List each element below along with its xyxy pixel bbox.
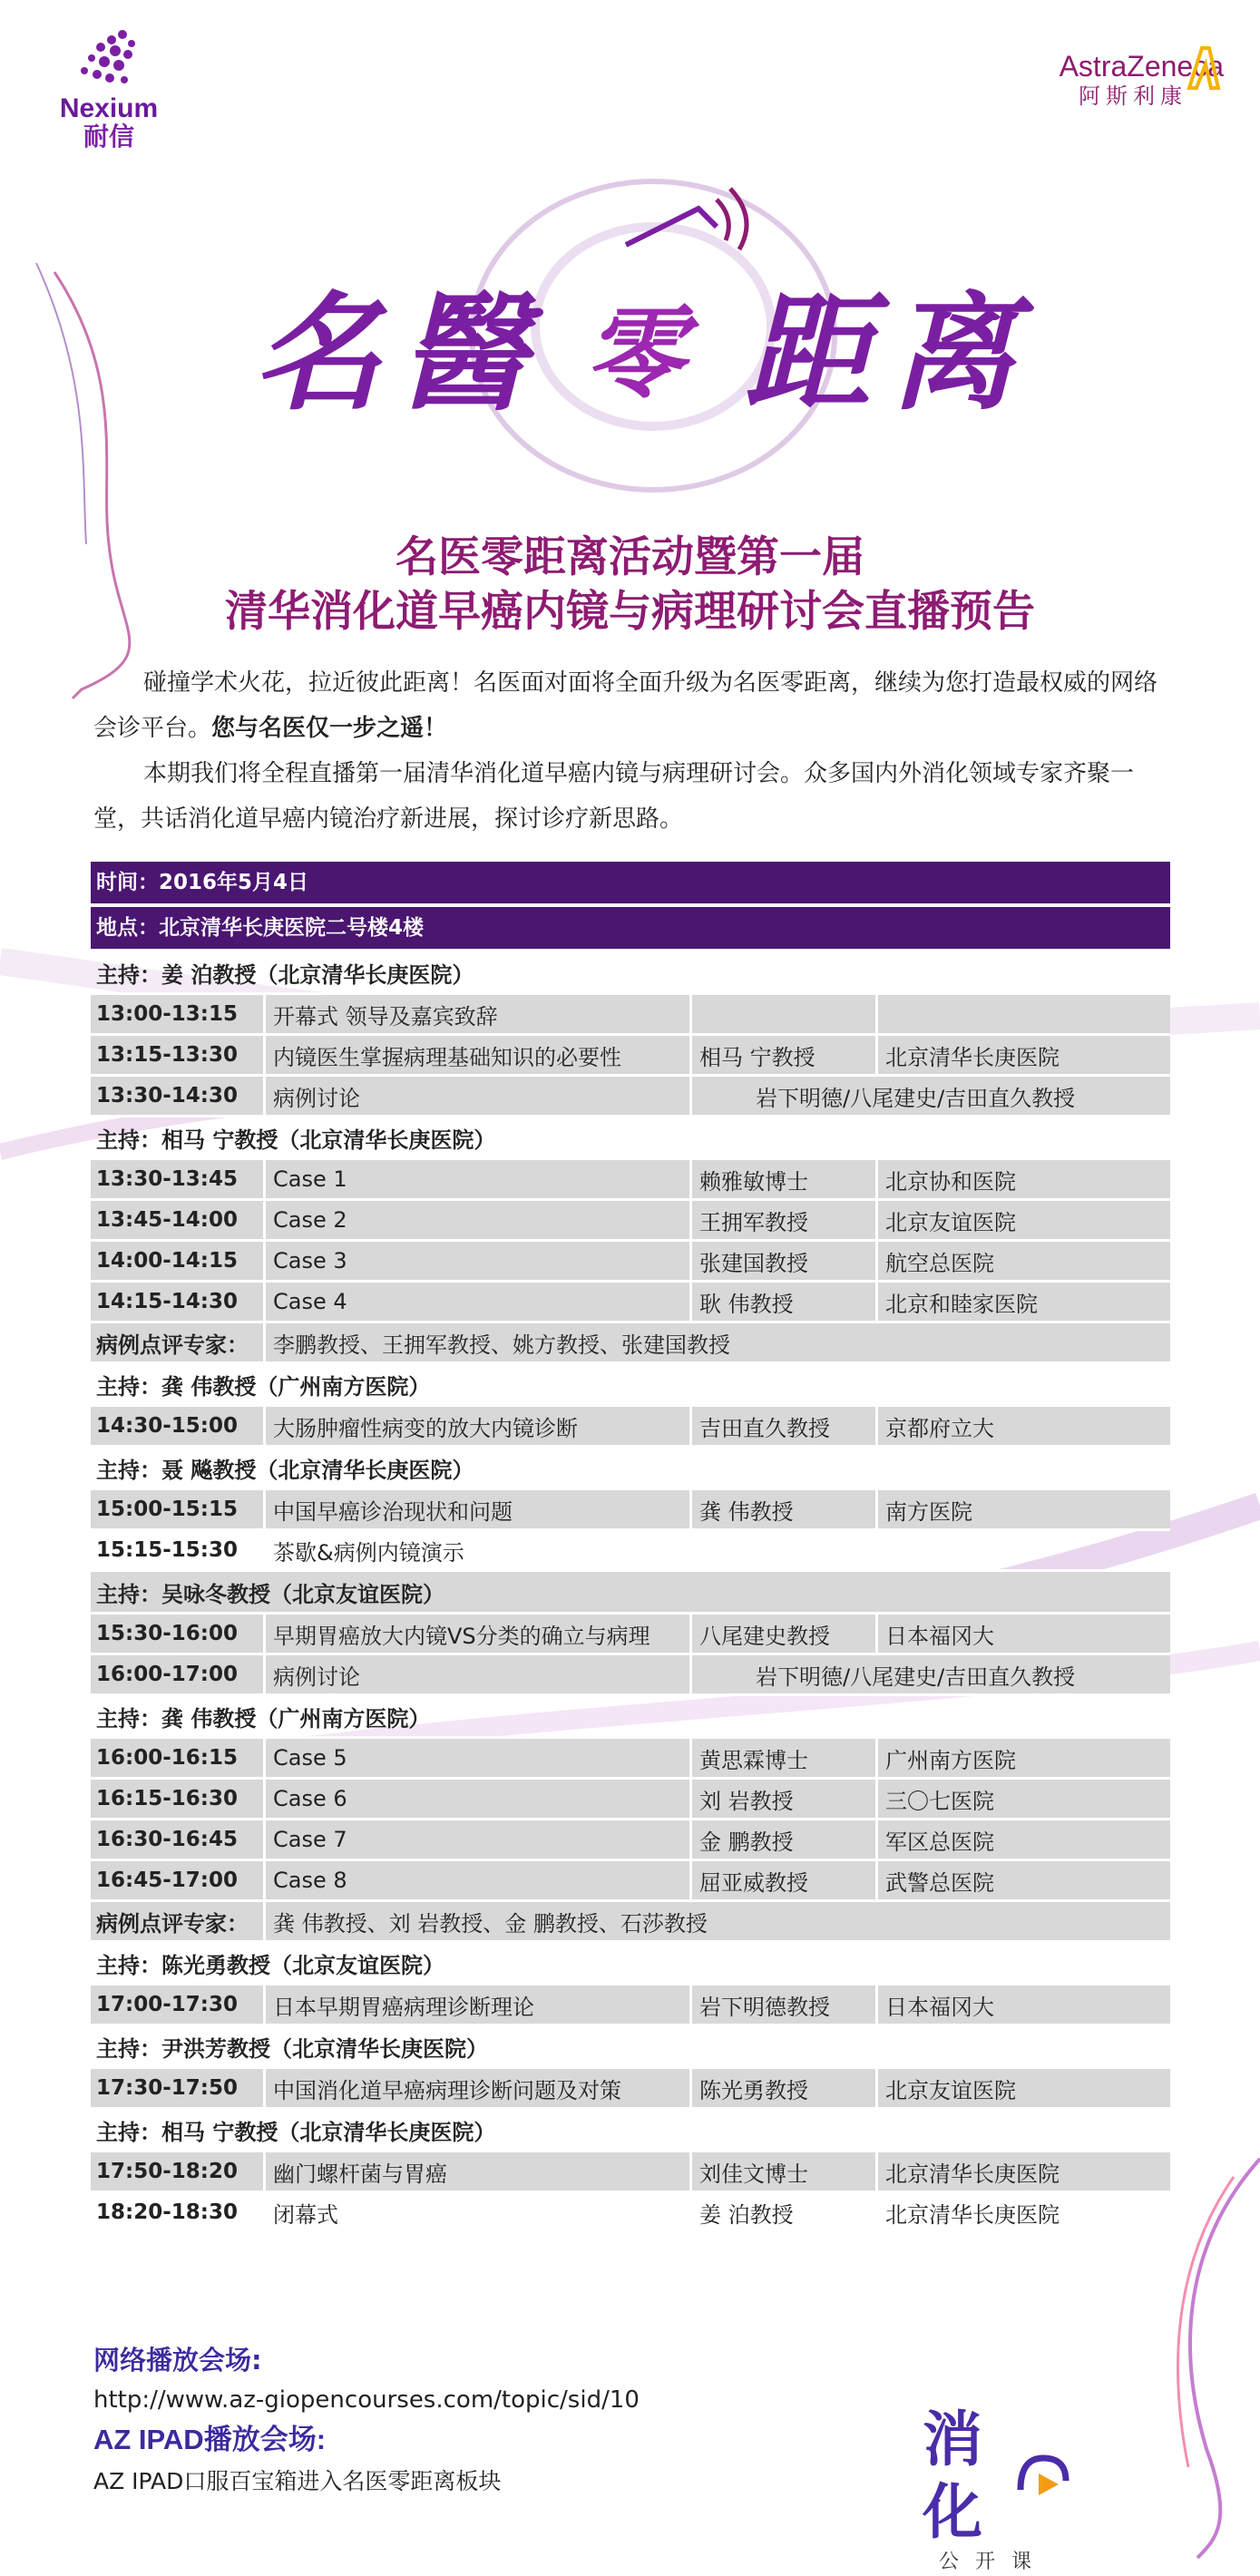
schedule-row [91, 1655, 1170, 1696]
schedule-row [91, 1283, 1170, 1323]
web-venue-link[interactable]: http://www.az-giopencourses.com/topic/sid/10 [93, 2386, 640, 2414]
row-time: 13:00-13:15 [96, 1002, 238, 1026]
intro-p1-text: 碰撞学术火花，拉近彼此距离！名医面对面将全面升级为名医零距离，继续为您打造最权威的网络会诊平台。 [93, 669, 1158, 742]
row-speaker: 王拥军教授 [689, 1201, 875, 1239]
schedule-row [91, 2193, 1170, 2234]
panel-experts: 龚 伟教授、刘 岩教授、金 鹏教授、石莎教授 [263, 1902, 1170, 1940]
row-topic: Case 5 [263, 1739, 689, 1777]
intro-text [93, 660, 1168, 842]
row-speaker: 屈亚威教授 [689, 1861, 875, 1899]
row-time: 17:00-17:30 [96, 1993, 238, 2016]
schedule-row [91, 1160, 1170, 1201]
row-speaker: 相马 宁教授 [689, 1036, 875, 1074]
row-time: 16:00-16:15 [96, 1746, 238, 1770]
row-speaker: 龚 伟教授 [689, 1490, 875, 1528]
headline-line-1: 名医零距离活动暨第一届 [396, 532, 864, 582]
row-speakers: 岩下明德/八尾建史/吉田直久教授 [689, 1655, 1170, 1693]
hero-banner [227, 136, 1043, 499]
row-time: 15:15-15:30 [96, 1538, 238, 1562]
hero-char-1: 名 [254, 279, 382, 428]
row-speaker: 黄思霖博士 [689, 1739, 875, 1777]
intro-p1-emphasis: 您与名医仅一步之遥！ [211, 715, 448, 742]
schedule-row [91, 1615, 1170, 1655]
schedule-row [91, 1201, 1170, 1242]
row-institution: 军区总医院 [875, 1820, 1170, 1859]
row-topic: 病例讨论 [263, 1077, 689, 1115]
session-host: 主持：相马 宁教授（北京清华长庚医院） [91, 1117, 1170, 1160]
row-topic: Case 4 [263, 1283, 689, 1321]
row-topic: 幽门螺杆菌与胃癌 [263, 2152, 689, 2191]
row-topic: Case 1 [263, 1160, 689, 1198]
row-speaker: 姜 泊教授 [689, 2193, 875, 2231]
broadcast-info [93, 2340, 819, 2503]
schedule-row [91, 1077, 1170, 1117]
row-time: 17:50-18:20 [96, 2160, 238, 2183]
panel-row [91, 1323, 1170, 1364]
row-topic: 病例讨论 [263, 1655, 689, 1693]
row-time: 16:00-17:00 [96, 1663, 238, 1686]
row-institution: 南方医院 [875, 1490, 1170, 1528]
row-institution: 京都府立大 [875, 1407, 1170, 1445]
row-speaker [689, 1531, 875, 1569]
schedule-row [91, 2069, 1170, 2110]
row-topic: Case 8 [263, 1861, 689, 1899]
intro-paragraph-2: 本期我们将全程直播第一届清华消化道早癌内镜与病理研讨会。众多国内外消化领域专家齐聚一堂，共话消化道早癌内镜治疗新进展，探讨诊疗新思路。 [93, 760, 1135, 833]
row-topic: 早期胃癌放大内镜VS分类的确立与病理 [263, 1615, 689, 1653]
panel-row [91, 1902, 1170, 1943]
schedule-table [91, 862, 1170, 2234]
schedule-row [91, 1739, 1170, 1780]
row-institution: 航空总医院 [875, 1242, 1170, 1280]
row-topic: 中国消化道早癌病理诊断问题及对策 [263, 2069, 689, 2107]
panel-experts: 李鹏教授、王拥军教授、姚方教授、张建国教授 [263, 1323, 1170, 1361]
row-speaker: 岩下明德教授 [689, 1986, 875, 2024]
session-host: 主持：龚 伟教授（广州南方医院） [91, 1696, 1170, 1739]
row-topic: 茶歇&病例内镜演示 [263, 1531, 689, 1569]
row-time: 18:20-18:30 [96, 2200, 238, 2224]
row-speaker: 耿 伟教授 [689, 1283, 875, 1321]
row-time: 15:00-15:15 [96, 1498, 238, 1521]
session-host: 主持：聂 飚教授（北京清华长庚医院） [91, 1448, 1170, 1490]
session-host: 主持：姜 泊教授（北京清华长庚医院） [91, 952, 1170, 995]
row-speaker: 赖雅敏博士 [689, 1160, 875, 1198]
row-topic: Case 3 [263, 1242, 689, 1280]
venue-bar: 地点：北京清华长庚医院二号楼4楼 [91, 907, 1170, 949]
schedule-row [91, 1036, 1170, 1077]
open-course-main [894, 2404, 1075, 2549]
session-host: 主持：龚 伟教授（广州南方医院） [91, 1364, 1170, 1407]
row-institution: 北京清华长庚医院 [875, 2193, 1170, 2231]
row-speakers: 岩下明德/八尾建史/吉田直久教授 [689, 1077, 1170, 1115]
row-topic: 闭幕式 [263, 2193, 689, 2231]
web-venue-label: 网络播放会场: [93, 2345, 262, 2376]
row-time: 14:15-14:30 [96, 1290, 238, 1313]
schedule-row [91, 2152, 1170, 2193]
open-course-title: 消化 [923, 2405, 982, 2547]
open-course-logo [894, 2404, 1075, 2573]
astrazeneca-brand-cn: 阿斯利康 [1079, 83, 1187, 109]
nexium-brand: Nexium [59, 93, 159, 123]
row-topic: 中国早癌诊治现状和问题 [263, 1490, 689, 1528]
hero-char-4: 距 [743, 279, 871, 428]
row-time: 14:30-15:00 [96, 1414, 238, 1438]
row-institution: 北京协和医院 [875, 1160, 1170, 1198]
row-institution: 日本福冈大 [875, 1986, 1170, 2024]
row-topic: 内镜医生掌握病理基础知识的必要性 [263, 1036, 689, 1074]
row-topic: 开幕式 领导及嘉宾致辞 [263, 995, 689, 1033]
astrazeneca-brand: AstraZeneca [1059, 50, 1224, 83]
hero-char-2: 醫 [399, 279, 527, 428]
row-time: 16:45-17:00 [96, 1869, 238, 1892]
date-bar: 时间：2016年5月4日 [91, 862, 1170, 903]
row-institution: 北京和睦家医院 [875, 1283, 1170, 1321]
ipad-venue-label: AZ IPAD播放会场: [93, 2424, 327, 2455]
row-speaker: 张建国教授 [689, 1242, 875, 1280]
intro-paragraph-1 [93, 660, 1168, 751]
schedule-row [91, 1490, 1170, 1531]
play-icon [1011, 2444, 1075, 2508]
row-speaker: 陈光勇教授 [689, 2069, 875, 2107]
row-speaker [689, 995, 875, 1033]
row-time: 16:30-16:45 [96, 1828, 238, 1851]
schedule-row [91, 1531, 1170, 1572]
row-institution: 三〇七医院 [875, 1780, 1170, 1818]
row-speaker: 刘 岩教授 [689, 1780, 875, 1818]
schedule-row [91, 1780, 1170, 1820]
row-time: 16:15-16:30 [96, 1787, 238, 1810]
session-host: 主持：吴咏冬教授（北京友谊医院） [91, 1572, 1170, 1615]
row-speaker: 吉田直久教授 [689, 1407, 875, 1445]
row-speaker: 八尾建史教授 [689, 1615, 875, 1653]
row-institution [875, 995, 1170, 1033]
row-topic: Case 7 [263, 1820, 689, 1859]
nexium-dots-icon [68, 27, 150, 91]
astrazeneca-logo [988, 50, 1224, 110]
row-time: 15:30-16:00 [96, 1622, 238, 1645]
session-host: 主持：相马 宁教授（北京清华长庚医院） [91, 2110, 1170, 2152]
row-time: 13:30-13:45 [96, 1167, 238, 1191]
row-institution: 北京友谊医院 [875, 2069, 1170, 2107]
ipad-venue-text: AZ IPAD口服百宝箱进入名医零距离板块 [93, 2468, 502, 2494]
schedule-row [91, 1986, 1170, 2026]
row-institution [875, 1531, 1170, 1569]
row-time: 13:45-14:00 [96, 1208, 238, 1232]
hero-char-3: 零 [585, 295, 685, 412]
row-topic: Case 2 [263, 1201, 689, 1239]
row-institution: 日本福冈大 [875, 1615, 1170, 1653]
row-institution: 北京友谊医院 [875, 1201, 1170, 1239]
session-host: 主持：尹洪芳教授（北京清华长庚医院） [91, 2026, 1170, 2069]
panel-label: 病例点评专家： [96, 1332, 249, 1358]
session-host: 主持：陈光勇教授（北京友谊医院） [91, 1943, 1170, 1986]
row-topic: 日本早期胃癌病理诊断理论 [263, 1986, 689, 2024]
row-institution: 武警总医院 [875, 1861, 1170, 1899]
row-time: 13:15-13:30 [96, 1043, 238, 1067]
row-speaker: 刘佳文博士 [689, 2152, 875, 2191]
nexium-logo [41, 27, 177, 154]
schedule-row [91, 1861, 1170, 1902]
row-time: 13:30-14:30 [96, 1084, 238, 1107]
panel-label: 病例点评专家： [96, 1910, 249, 1937]
row-institution: 广州南方医院 [875, 1739, 1170, 1777]
schedule-row [91, 995, 1170, 1036]
row-topic: 大肠肿瘤性病变的放大内镜诊断 [263, 1407, 689, 1445]
row-institution: 北京清华长庚医院 [875, 2152, 1170, 2191]
row-topic: Case 6 [263, 1780, 689, 1818]
open-course-sub: 公开课 [938, 2551, 1048, 2573]
row-time: 17:30-17:50 [96, 2076, 238, 2100]
row-speaker: 金 鹏教授 [689, 1820, 875, 1859]
astrazeneca-mark-icon [1182, 43, 1224, 93]
headline-line-2: 清华消化道早癌内镜与病理研讨会直播预告 [225, 587, 1035, 637]
schedule-row [91, 1820, 1170, 1861]
event-headline [0, 531, 1260, 639]
schedule-row [91, 1407, 1170, 1448]
schedule-row [91, 1242, 1170, 1283]
row-institution: 北京清华长庚医院 [875, 1036, 1170, 1074]
hero-char-5: 离 [888, 279, 1016, 428]
nexium-brand-cn: 耐信 [83, 122, 134, 151]
row-time: 14:00-14:15 [96, 1249, 238, 1273]
hero-title [254, 281, 1016, 426]
